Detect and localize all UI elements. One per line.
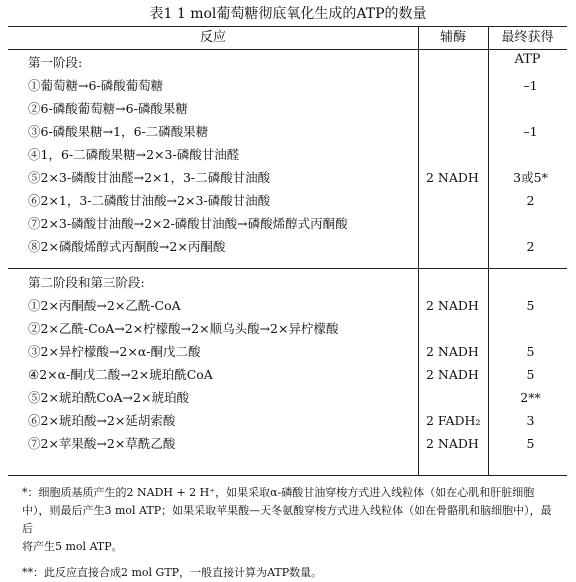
atp-cell: 2 (526, 239, 535, 254)
atp-cell: 3或5* (513, 170, 548, 185)
coenzyme-cell: 2 NADH (426, 367, 479, 382)
reaction-cell: ④2×α-酮戊二酸→2×琥珀酰CoA (28, 367, 213, 382)
atp-cell: –1 (523, 78, 538, 93)
table-row (8, 97, 567, 120)
table-row (8, 235, 567, 258)
reaction-cell: ②6-磷酸葡萄糖→6-磷酸果糖 (28, 101, 188, 116)
table-row (8, 166, 567, 189)
atp-cell: 5 (526, 344, 535, 359)
footnote-2: **：此反应直接合成2 mol GTP，一般直接计算为ATP数量。 (22, 566, 323, 579)
atp-cell: 2** (520, 390, 541, 405)
reaction-cell: ⑥2×1，3-二磷酸甘油酸→2×3-磷酸甘油酸 (28, 193, 271, 208)
reaction-cell: ⑦2×苹果酸→2×草酰乙酸 (28, 436, 176, 451)
table-row (8, 294, 567, 317)
table-title: 表1 1 mol葡萄糖彻底氧化生成的ATP的数量 (149, 6, 427, 22)
table-row (8, 143, 567, 166)
reaction-cell: ⑥2×琥珀酸→2×延胡索酸 (28, 413, 176, 428)
atp-cell: 5 (526, 436, 535, 451)
table-row (8, 409, 567, 432)
reaction-cell: ④1，6-二磷酸果糖→2×3-磷酸甘油醛 (28, 147, 240, 162)
reaction-cell: ③6-磷酸果糖→1，6-二磷酸果糖 (28, 124, 209, 139)
table-row (8, 212, 567, 235)
footnotes (22, 484, 562, 582)
section2-label: 第二阶段和第三阶段: (28, 275, 145, 290)
table-row (8, 340, 567, 363)
table-row (8, 432, 567, 455)
header-coenzyme: 辅酶 (439, 30, 466, 45)
reaction-cell: ⑧2×磷酸烯醇式丙酮酸→2×丙酮酸 (28, 239, 226, 254)
header-rule (8, 49, 567, 50)
coenzyme-cell: 2 FADH₂ (426, 413, 481, 428)
footnote-1-line-2: 中），则最后产生3 mol ATP；如果采取苹果酸—天冬氨酸穿梭方式进入线粒体（如在骨骼肌和脑细胞中），最后 (22, 504, 552, 535)
footnote-1-line-1: *：细胞质基质产生的2 NADH + 2 H⁺，如果采取α-磷酸甘油穿梭方式进入线粒体（如在心肌和肝脏细胞 (22, 486, 535, 499)
reaction-cell: ②2×乙酰-CoA→2×柠檬酸→2×顺乌头酸→2×异柠檬酸 (28, 321, 339, 336)
table-row (8, 317, 567, 340)
coenzyme-cell: 2 NADH (426, 436, 479, 451)
section2-label-row (8, 271, 567, 294)
table-row (8, 363, 567, 386)
header-reaction: 反应 (199, 30, 226, 45)
table-row (8, 386, 567, 409)
reaction-cell: ①2×丙酮酸→2×乙酰-CoA (28, 298, 181, 313)
table-row (8, 189, 567, 212)
section1-label: 第一阶段: (28, 55, 83, 70)
atp-cell: –1 (523, 124, 538, 139)
section-rule (8, 268, 567, 269)
reaction-cell: ⑦2×3-磷酸甘油酸→2×2-磷酸甘油酸→磷酸烯醇式丙酮酸 (28, 216, 348, 231)
reaction-cell: ①葡萄糖→6-磷酸葡萄糖 (28, 78, 164, 93)
atp-cell: 2 (526, 193, 535, 208)
header-atp: 最终获得 ATP (501, 30, 554, 67)
coenzyme-cell: 2 NADH (426, 170, 479, 185)
atp-cell: 5 (526, 298, 535, 313)
atp-cell: 3 (526, 413, 535, 428)
coenzyme-cell: 2 NADH (426, 298, 479, 313)
section1-label-row (8, 51, 567, 74)
footnote-1-line-3: 将产生5 mol ATP。 (22, 540, 123, 553)
reaction-cell: ⑤2×琥珀酰CoA→2×琥珀酸 (28, 390, 189, 405)
table-row (8, 74, 567, 97)
reaction-cell: ⑤2×3-磷酸甘油醛→2×1，3-二磷酸甘油酸 (28, 170, 271, 185)
atp-table (8, 26, 567, 476)
reaction-cell: ③2×异柠檬酸→2×α-酮戊二酸 (28, 344, 201, 359)
table-row (8, 120, 567, 143)
coenzyme-cell: 2 NADH (426, 344, 479, 359)
atp-cell: 5 (526, 367, 535, 382)
